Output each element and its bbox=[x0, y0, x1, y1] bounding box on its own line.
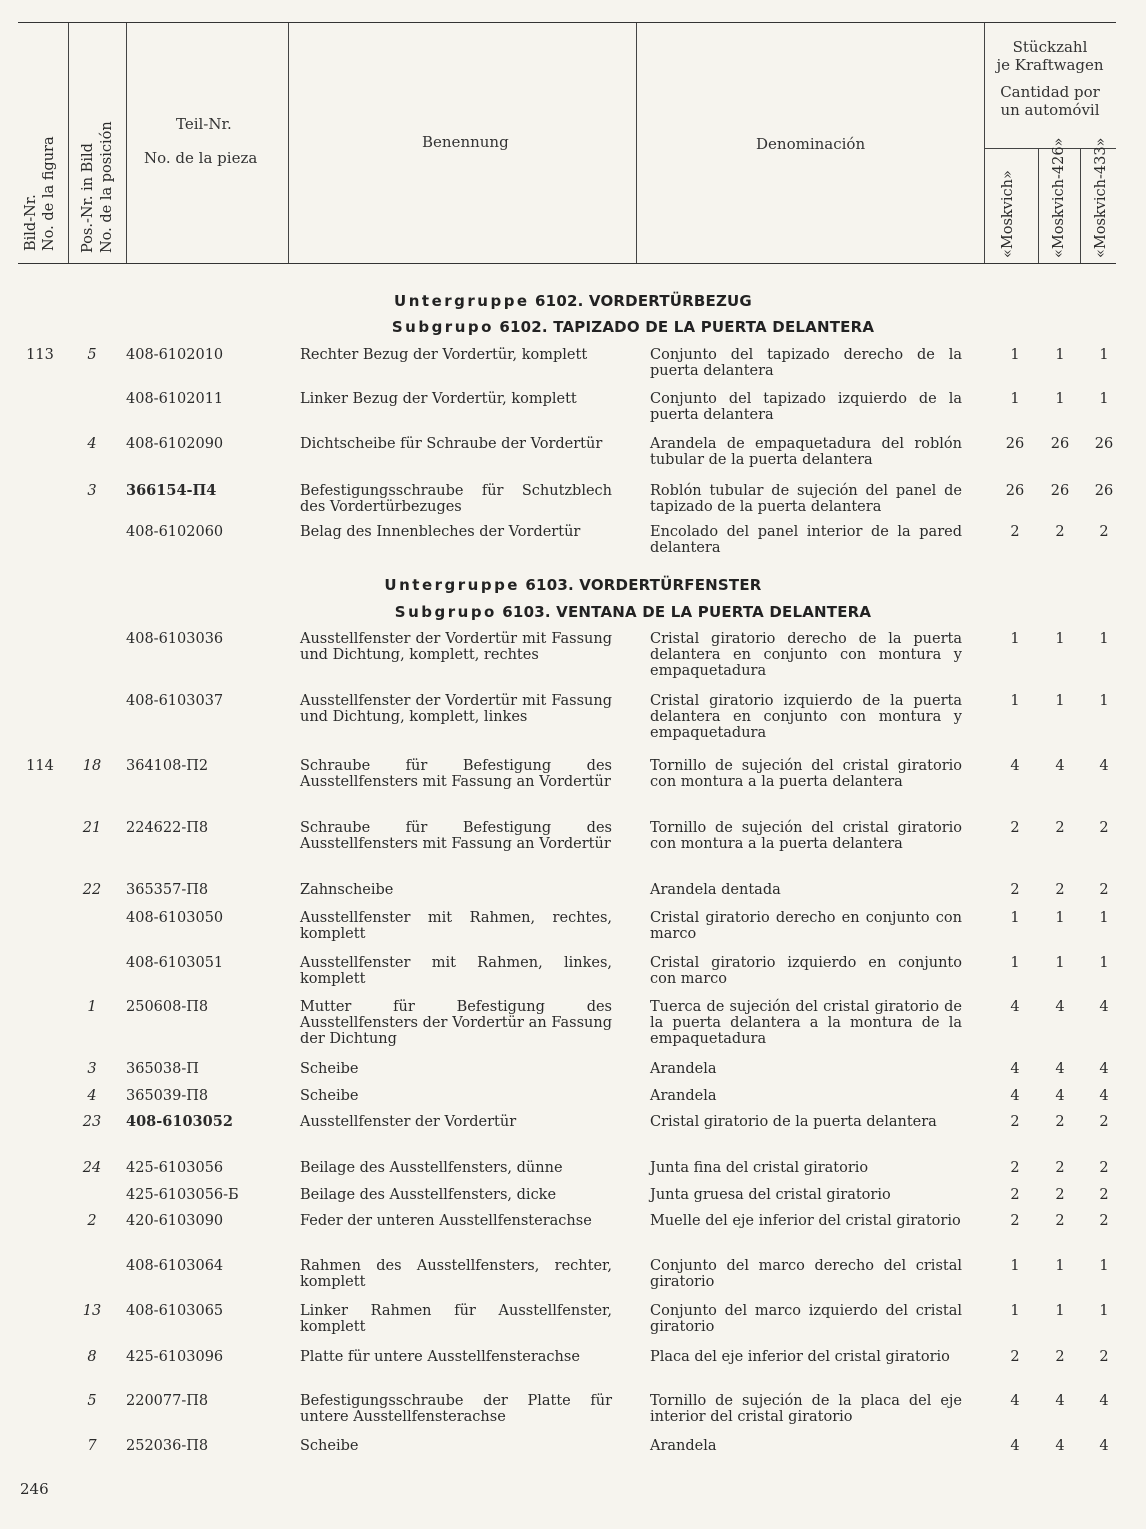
qty-moskvich-426: 2 bbox=[1055, 524, 1065, 540]
qty-moskvich: 4 bbox=[1010, 758, 1020, 774]
spanish-name: Arandela de empaquetadura del roblón tubular de la puerta delantera bbox=[650, 436, 962, 468]
qty-moskvich-426: 2 bbox=[1055, 1213, 1065, 1229]
pos-no-label: No. de la posición bbox=[99, 121, 115, 253]
section-6102-es-title: Subgrupo 6102. TAPIZADO DE LA PUERTA DELANTERA bbox=[391, 318, 875, 336]
position-number: 24 bbox=[82, 1160, 102, 1176]
spanish-name: Tuerca de sujeción del cristal giratorio de la puerta delantera a la montura de la empaquetadura bbox=[650, 999, 962, 1047]
german-name: Linker Rahmen für Ausstellfenster, komplett bbox=[300, 1303, 612, 1335]
qty-moskvich-433: 2 bbox=[1099, 1114, 1109, 1130]
qty-moskvich-426: 1 bbox=[1055, 631, 1065, 647]
pos-nr-label: Pos.-Nr. in Bild bbox=[80, 143, 96, 253]
spanish-name: Arandela bbox=[650, 1061, 717, 1077]
german-name: Belag des Innenbleches der Vordertür bbox=[300, 524, 581, 540]
german-name: Beilage des Ausstellfensters, dicke bbox=[300, 1187, 557, 1203]
qty-moskvich: 1 bbox=[1010, 1258, 1020, 1274]
qty-moskvich-433: 1 bbox=[1099, 391, 1109, 407]
spanish-name: Tornillo de sujeción de la placa del eje interior del cristal giratorio bbox=[650, 1393, 962, 1425]
qty-moskvich-433: 26 bbox=[1094, 436, 1114, 452]
german-name: Schraube für Befestigung des Ausstellfensters mit Fassung an Vordertür bbox=[300, 820, 612, 852]
german-name: Feder der unteren Ausstellfensterachse bbox=[300, 1213, 592, 1229]
qty-moskvich-426: 1 bbox=[1055, 693, 1065, 709]
position-number: 5 bbox=[87, 347, 97, 363]
german-name: Rechter Bezug der Vordertür, komplett bbox=[300, 347, 588, 363]
qty-moskvich: 2 bbox=[1010, 1114, 1020, 1130]
qty-moskvich: 1 bbox=[1010, 910, 1020, 926]
spanish-name: Tornillo de sujeción del cristal giratorio con montura a la puerta delantera bbox=[650, 820, 962, 852]
part-number: 408-6103037 bbox=[126, 693, 224, 709]
spanish-name: Conjunto del marco derecho del cristal giratorio bbox=[650, 1258, 962, 1290]
spanish-name: Junta fina del cristal giratorio bbox=[650, 1160, 869, 1176]
qty-moskvich-426: 2 bbox=[1055, 882, 1065, 898]
qty-moskvich: 2 bbox=[1010, 1349, 1020, 1365]
qty-moskvich: 4 bbox=[1010, 999, 1020, 1015]
qty-moskvich-433: 1 bbox=[1099, 910, 1109, 926]
qty-moskvich-426: 1 bbox=[1055, 1258, 1065, 1274]
part-number: 252036-П8 bbox=[126, 1438, 209, 1454]
position-number: 18 bbox=[82, 758, 102, 774]
spanish-name: Conjunto del tapizado izquierdo de la puerta delantera bbox=[650, 391, 962, 423]
part-number: 364108-П2 bbox=[126, 758, 209, 774]
qty-moskvich: 2 bbox=[1010, 882, 1020, 898]
german-name: Scheibe bbox=[300, 1088, 359, 1104]
qty-moskvich: 4 bbox=[1010, 1438, 1020, 1454]
part-number: 366154-П4 bbox=[126, 482, 217, 499]
position-number: 1 bbox=[87, 999, 97, 1015]
qty-moskvich: 2 bbox=[1010, 820, 1020, 836]
qty-moskvich-433: 4 bbox=[1099, 1438, 1109, 1454]
qty-moskvich: 1 bbox=[1010, 631, 1020, 647]
spanish-name: Muelle del eje inferior del cristal giratorio bbox=[650, 1213, 961, 1229]
german-name: Beilage des Ausstellfensters, dünne bbox=[300, 1160, 563, 1176]
qty-moskvich: 4 bbox=[1010, 1061, 1020, 1077]
table-header bbox=[18, 22, 1116, 264]
spanish-name: Conjunto del tapizado derecho de la puerta delantera bbox=[650, 347, 962, 379]
qty-moskvich-426: 4 bbox=[1055, 1061, 1065, 1077]
german-name: Platte für untere Ausstellfensterachse bbox=[300, 1349, 580, 1365]
spanish-name: Arandela bbox=[650, 1088, 717, 1104]
spanish-name: Conjunto del marco izquierdo del cristal giratorio bbox=[650, 1303, 962, 1335]
qty-moskvich-433: 2 bbox=[1099, 1213, 1109, 1229]
spanish-name: Roblón tubular de sujeción del panel de tapizado de la puerta delantera bbox=[650, 483, 962, 515]
qty-moskvich-426: 4 bbox=[1055, 758, 1065, 774]
part-number: 250608-П8 bbox=[126, 999, 209, 1015]
section-6103-de-title: Untergruppe 6103. VORDERTÜRFENSTER bbox=[384, 576, 762, 594]
qty-moskvich-426: 1 bbox=[1055, 1303, 1065, 1319]
qty-moskvich-433: 2 bbox=[1099, 524, 1109, 540]
qty-moskvich-426: 1 bbox=[1055, 910, 1065, 926]
german-name: Schraube für Befestigung des Ausstellfensters mit Fassung an Vordertür bbox=[300, 758, 612, 790]
qty-moskvich-433: 2 bbox=[1099, 1187, 1109, 1203]
part-number: 408-6103065 bbox=[126, 1303, 224, 1319]
qty-moskvich: 2 bbox=[1010, 1187, 1020, 1203]
german-name: Ausstellfenster mit Rahmen, rechtes, komplett bbox=[300, 910, 612, 942]
position-number: 7 bbox=[87, 1438, 97, 1454]
qty-moskvich-433: 4 bbox=[1099, 1061, 1109, 1077]
spanish-name: Arandela dentada bbox=[650, 882, 781, 898]
qty-moskvich-426: 1 bbox=[1055, 955, 1065, 971]
spanish-name: Arandela bbox=[650, 1438, 717, 1454]
part-number: 408-6102090 bbox=[126, 436, 224, 452]
qty-moskvich: 4 bbox=[1010, 1088, 1020, 1104]
qty-moskvich-426: 2 bbox=[1055, 1187, 1065, 1203]
qty-moskvich-433: 2 bbox=[1099, 1160, 1109, 1176]
automovil-label: un automóvil bbox=[1000, 101, 1100, 119]
qty-moskvich: 26 bbox=[1005, 483, 1025, 499]
german-name: Ausstellfenster der Vordertür mit Fassung und Dichtung, komplett, linkes bbox=[300, 693, 612, 725]
qty-moskvich-426: 2 bbox=[1055, 1160, 1065, 1176]
spanish-name: Tornillo de sujeción del cristal giratorio con montura a la puerta delantera bbox=[650, 758, 962, 790]
section-6103-es-title: Subgrupo 6103. VENTANA DE LA PUERTA DELANTERA bbox=[394, 603, 872, 621]
spanish-name: Cristal giratorio derecho en conjunto con marco bbox=[650, 910, 962, 942]
qty-moskvich-433: 4 bbox=[1099, 1088, 1109, 1104]
position-number: 22 bbox=[82, 882, 102, 898]
bild-number: 113 bbox=[26, 347, 54, 363]
qty-moskvich-433: 2 bbox=[1099, 882, 1109, 898]
benennung-label: Benennung bbox=[422, 133, 509, 151]
part-number: 425-6103056 bbox=[126, 1160, 224, 1176]
qty-moskvich-426: 4 bbox=[1055, 1438, 1065, 1454]
part-number: 425-6103056-Б bbox=[126, 1187, 239, 1203]
qty-moskvich: 1 bbox=[1010, 391, 1020, 407]
position-number: 13 bbox=[82, 1303, 102, 1319]
part-number: 224622-П8 bbox=[126, 820, 209, 836]
qty-moskvich: 4 bbox=[1010, 1393, 1020, 1409]
kraftwagen-label: je Kraftwagen bbox=[996, 56, 1104, 74]
spanish-name: Cristal giratorio de la puerta delantera bbox=[650, 1114, 937, 1130]
qty-moskvich-426: 2 bbox=[1055, 820, 1065, 836]
qty-moskvich: 26 bbox=[1005, 436, 1025, 452]
spanish-name: Cristal giratorio derecho de la puerta delantera en conjunto con montura y empaquetadura bbox=[650, 631, 962, 679]
qty-moskvich-433: 1 bbox=[1099, 1258, 1109, 1274]
qty-moskvich-433: 4 bbox=[1099, 1393, 1109, 1409]
cantidad-label: Cantidad por bbox=[1000, 83, 1100, 101]
model-426-label: «Moskvich-426» bbox=[1051, 137, 1067, 258]
bild-nr-label: Bild-Nr. bbox=[23, 194, 39, 251]
part-number: 420-6103090 bbox=[126, 1213, 224, 1229]
spanish-name: Encolado del panel interior de la pared delantera bbox=[650, 524, 962, 556]
denominacion-label: Denominación bbox=[756, 135, 866, 153]
qty-moskvich-426: 2 bbox=[1055, 1114, 1065, 1130]
qty-moskvich-426: 4 bbox=[1055, 999, 1065, 1015]
part-number: 365038-П bbox=[126, 1061, 199, 1077]
part-number: 425-6103096 bbox=[126, 1349, 224, 1365]
teil-no-label: No. de la pieza bbox=[144, 149, 258, 167]
page-number: 246 bbox=[20, 1480, 49, 1498]
qty-moskvich-433: 1 bbox=[1099, 693, 1109, 709]
german-name: Ausstellfenster der Vordertür mit Fassung und Dichtung, komplett, rechtes bbox=[300, 631, 612, 663]
bild-number: 114 bbox=[26, 758, 54, 774]
part-number: 408-6103036 bbox=[126, 631, 224, 647]
qty-moskvich-426: 2 bbox=[1055, 1349, 1065, 1365]
position-number: 4 bbox=[87, 436, 97, 452]
qty-moskvich: 2 bbox=[1010, 524, 1020, 540]
german-name: Ausstellfenster der Vordertür bbox=[300, 1114, 517, 1130]
qty-moskvich: 1 bbox=[1010, 347, 1020, 363]
qty-moskvich: 1 bbox=[1010, 955, 1020, 971]
model-433-label: «Moskvich-433» bbox=[1093, 137, 1109, 258]
part-number: 408-6103050 bbox=[126, 910, 224, 926]
part-number: 408-6103064 bbox=[126, 1258, 224, 1274]
german-name: Scheibe bbox=[300, 1061, 359, 1077]
qty-moskvich-433: 1 bbox=[1099, 347, 1109, 363]
qty-moskvich-433: 1 bbox=[1099, 955, 1109, 971]
spanish-name: Cristal giratorio izquierdo en conjunto con marco bbox=[650, 955, 962, 987]
qty-moskvich: 1 bbox=[1010, 693, 1020, 709]
position-number: 2 bbox=[87, 1213, 97, 1229]
position-number: 3 bbox=[87, 483, 97, 499]
qty-moskvich-433: 4 bbox=[1099, 999, 1109, 1015]
qty-moskvich-426: 1 bbox=[1055, 391, 1065, 407]
spanish-name: Junta gruesa del cristal giratorio bbox=[650, 1187, 891, 1203]
qty-moskvich-433: 2 bbox=[1099, 820, 1109, 836]
part-number: 408-6102011 bbox=[126, 391, 224, 407]
bild-no-label: No. de la figura bbox=[41, 136, 57, 251]
spanish-name: Cristal giratorio izquierdo de la puerta delantera en conjunto con montura y empaquetadura bbox=[650, 693, 962, 741]
qty-moskvich-426: 26 bbox=[1050, 483, 1070, 499]
qty-moskvich-426: 26 bbox=[1050, 436, 1070, 452]
position-number: 4 bbox=[87, 1088, 97, 1104]
qty-moskvich-433: 2 bbox=[1099, 1349, 1109, 1365]
qty-moskvich-433: 26 bbox=[1094, 483, 1114, 499]
model-moskvich-label: «Moskvich» bbox=[1000, 170, 1016, 258]
german-name: Linker Bezug der Vordertür, komplett bbox=[300, 391, 577, 407]
teil-nr-label: Teil-Nr. bbox=[176, 115, 232, 133]
qty-moskvich-433: 4 bbox=[1099, 758, 1109, 774]
german-name: Zahnscheibe bbox=[300, 882, 394, 898]
qty-moskvich-426: 1 bbox=[1055, 347, 1065, 363]
position-number: 5 bbox=[87, 1393, 97, 1409]
section-6102-de-title: Untergruppe 6102. VORDERTÜRBEZUG bbox=[394, 292, 752, 310]
part-number: 365357-П8 bbox=[126, 882, 209, 898]
german-name: Ausstellfenster mit Rahmen, linkes, komplett bbox=[300, 955, 612, 987]
position-number: 21 bbox=[82, 820, 102, 836]
german-name: Befestigungsschraube der Platte für untere Ausstellfensterachse bbox=[300, 1393, 612, 1425]
qty-moskvich: 1 bbox=[1010, 1303, 1020, 1319]
german-name: Rahmen des Ausstellfensters, rechter, komplett bbox=[300, 1258, 612, 1290]
qty-moskvich: 2 bbox=[1010, 1213, 1020, 1229]
qty-moskvich-433: 1 bbox=[1099, 1303, 1109, 1319]
position-number: 8 bbox=[87, 1349, 97, 1365]
german-name: Dichtscheibe für Schraube der Vordertür bbox=[300, 436, 603, 452]
german-name: Mutter für Befestigung des Ausstellfensters der Vordertür an Fassung der Dichtung bbox=[300, 999, 612, 1047]
position-number: 3 bbox=[87, 1061, 97, 1077]
part-number: 408-6103051 bbox=[126, 955, 224, 971]
part-number: 408-6102010 bbox=[126, 347, 224, 363]
qty-moskvich-433: 1 bbox=[1099, 631, 1109, 647]
position-number: 23 bbox=[82, 1114, 102, 1130]
qty-moskvich-426: 4 bbox=[1055, 1393, 1065, 1409]
stueckzahl-label: Stückzahl bbox=[1012, 38, 1088, 56]
qty-moskvich: 2 bbox=[1010, 1160, 1020, 1176]
part-number: 408-6102060 bbox=[126, 524, 224, 540]
part-number: 365039-П8 bbox=[126, 1088, 209, 1104]
part-number: 408-6103052 bbox=[126, 1113, 233, 1130]
part-number: 220077-П8 bbox=[126, 1393, 209, 1409]
qty-moskvich-426: 4 bbox=[1055, 1088, 1065, 1104]
german-name: Befestigungsschraube für Schutzblech des Vordertürbezuges bbox=[300, 483, 612, 515]
german-name: Scheibe bbox=[300, 1438, 359, 1454]
spanish-name: Placa del eje inferior del cristal giratorio bbox=[650, 1349, 950, 1365]
